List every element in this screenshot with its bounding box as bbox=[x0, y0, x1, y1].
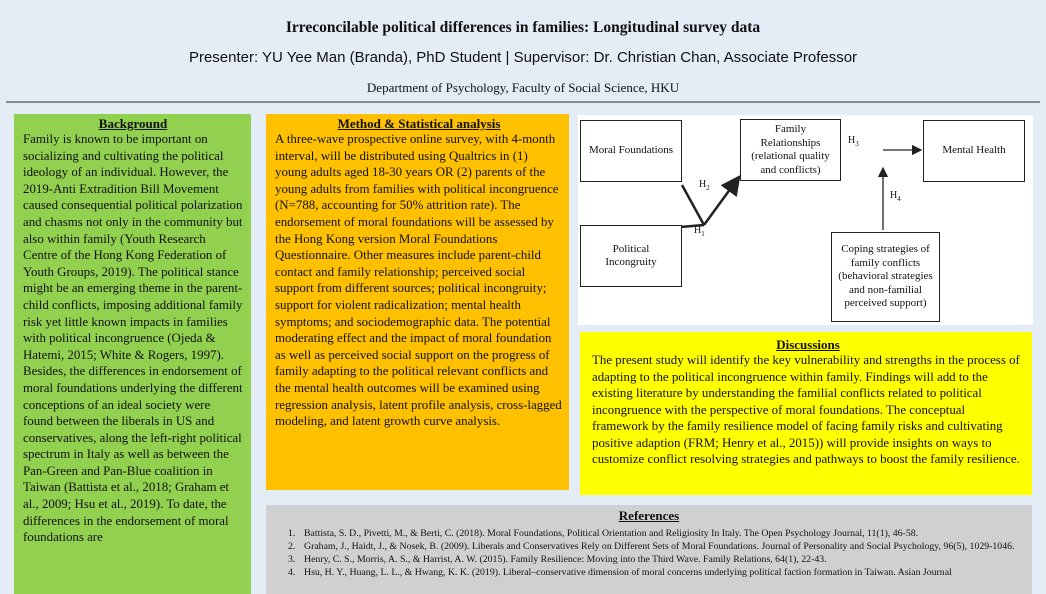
poster-header bbox=[0, 0, 1046, 100]
h3-subscript: 3 bbox=[855, 140, 859, 148]
reference-number: 2. bbox=[288, 541, 296, 552]
h3-letter: H bbox=[848, 135, 856, 146]
references-list bbox=[276, 527, 1022, 579]
reference-text: Henry, C. S., Morris, A. S., & Harrist, A. W. (2015). Family Resilience: Moving into the Third Wave. Family Relations, 64(1), 22-43. bbox=[304, 554, 827, 565]
discussions-heading: Discussions bbox=[776, 337, 840, 352]
h1-label bbox=[694, 223, 705, 243]
coping-strategies-box bbox=[831, 232, 940, 322]
mental-health-label: Mental Health bbox=[942, 144, 1006, 157]
reference-text: Battista, S. D., Pivetti, M., & Berti, C. (2018). Moral Foundations, Political Orientation and Religiosity In Italy. The Open Psychology Journal, 11(1), 46-58. bbox=[304, 528, 919, 539]
reference-item bbox=[276, 540, 1022, 553]
reference-number: 3. bbox=[288, 554, 296, 565]
h2-label bbox=[699, 177, 710, 197]
family-relationships-label: Family Relationships (relational quality and conflicts) bbox=[751, 123, 830, 176]
references-heading: References bbox=[618, 508, 680, 523]
framework-diagram bbox=[578, 115, 1033, 325]
coping-strategies-label: Coping strategies of family conflicts (behavioral strategies and non-familial perceived support) bbox=[838, 243, 933, 310]
references-panel bbox=[266, 505, 1032, 594]
background-text: Family is known to be important on socializing and cultivating the political ideology of an individual. However, the 2019-Anti Extradition Bill Movement caused consequential political polarization and chasms not only in the community but also within family (Youth Research Centre of the Hong Kong Federation of Youth Groups, 2019). The political stance might be an emerging theme in the parent-child conflicts, imposing additional family risk yet little known impacts in families with political incongruence (Ojeda & Hatemi, 2015; White & Rogers, 1997). Besides, the differences in endorsement of moral foundations underlying the different conceptions of an ideal society were found between the liberals in US and conservatives, along the left-right political spectrum in Italy as well as between the Pan-Green and Pan-Blue coalition in Taiwan (Battista et al., 2018; Graham et al., 2009; Hsu et al., 2019). To date, the differences in the endorsement of moral foundations are bbox=[23, 132, 243, 545]
reference-text: Graham, J., Haidt, J., & Nosek, B. (2009). Liberals and Conservatives Rely on Different Sets of Moral Foundations. Journal of Personality and Social Psychology, 96(5), 1029-1046. bbox=[304, 541, 1015, 552]
reference-number: 1. bbox=[288, 528, 296, 539]
political-incongruity-label: Political Incongruity bbox=[605, 242, 657, 268]
political-incongruity-box bbox=[580, 225, 682, 287]
method-text: A three-wave prospective online survey, with 4-month interval, will be distributed using Qualtrics in (1) young adults aged 18-30 years OR (2) parents of the young adults from families with political incongruence (N=788, accounting for 50% attrition rate). The endorsement of moral foundations will be assessed by the Hong Kong version Moral Foundations Questionnaire. Other measures include parent-child contact and family relationship; perceived social support from different sources; political incongruity; support for violent radicalization; mental health symptoms; and sociodemographic data. The potential moderating effect and the impact of moral foundation as well as perceived social support on the progress of family adapting to the political relevant conflicts and the mental health outcomes will be examined using regression analysis, latent profile analysis, cross-lagged modeling, and latent growth curve analysis. bbox=[275, 132, 562, 429]
family-relationships-box bbox=[740, 119, 841, 181]
department-line: Department of Psychology, Faculty of Social Science, HKU bbox=[366, 80, 680, 95]
method-panel bbox=[266, 114, 569, 490]
h4-subscript: 4 bbox=[897, 195, 901, 203]
reference-item bbox=[276, 553, 1022, 566]
reference-item bbox=[276, 527, 1022, 540]
background-heading: Background bbox=[98, 116, 168, 131]
method-heading: Method & Statistical analysis bbox=[337, 116, 501, 131]
h1-subscript: 1 bbox=[701, 230, 705, 238]
discussions-text: The present study will identify the key vulnerability and strengths in the process of adapting to the political incongruence within family. Findings will add to the existing literature by understanding the familial conflicts related to political incongruence with the perspective of moral foundations. The conceptual framework by the family resilience model of facing family risks and cultivating positive adaption (FRM; Henry et al., 2015)) will provide insights on ways to customize conflict resolving strategies and pathways to boost the family resilience. bbox=[592, 353, 1020, 466]
h3-label bbox=[848, 133, 859, 153]
mental-health-box bbox=[923, 120, 1025, 182]
reference-item bbox=[276, 566, 1022, 579]
h1-letter: H bbox=[694, 225, 702, 236]
h2-letter: H bbox=[699, 179, 707, 190]
h2-subscript: 2 bbox=[706, 184, 710, 192]
poster-title: Irreconcilable political differences in families: Longitudinal survey data bbox=[285, 19, 761, 36]
h4-letter: H bbox=[890, 190, 898, 201]
reference-text: Hsu, H. Y., Huang, L. L., & Hwang, K. K. (2019). Liberal–conservative dimension of moral concerns underlying political faction formation in Taiwan. Asian Journal bbox=[304, 567, 952, 578]
background-panel bbox=[14, 114, 251, 594]
moral-foundations-label: Moral Foundations bbox=[588, 144, 674, 157]
moral-foundations-box bbox=[580, 120, 682, 182]
presenter-line: Presenter: YU Yee Man (Branda), PhD Student | Supervisor: Dr. Christian Chan, Associate Professor bbox=[188, 49, 858, 66]
reference-number: 4. bbox=[288, 567, 296, 578]
discussions-panel bbox=[580, 332, 1032, 495]
h4-label bbox=[890, 188, 901, 208]
header-divider bbox=[6, 101, 1040, 103]
